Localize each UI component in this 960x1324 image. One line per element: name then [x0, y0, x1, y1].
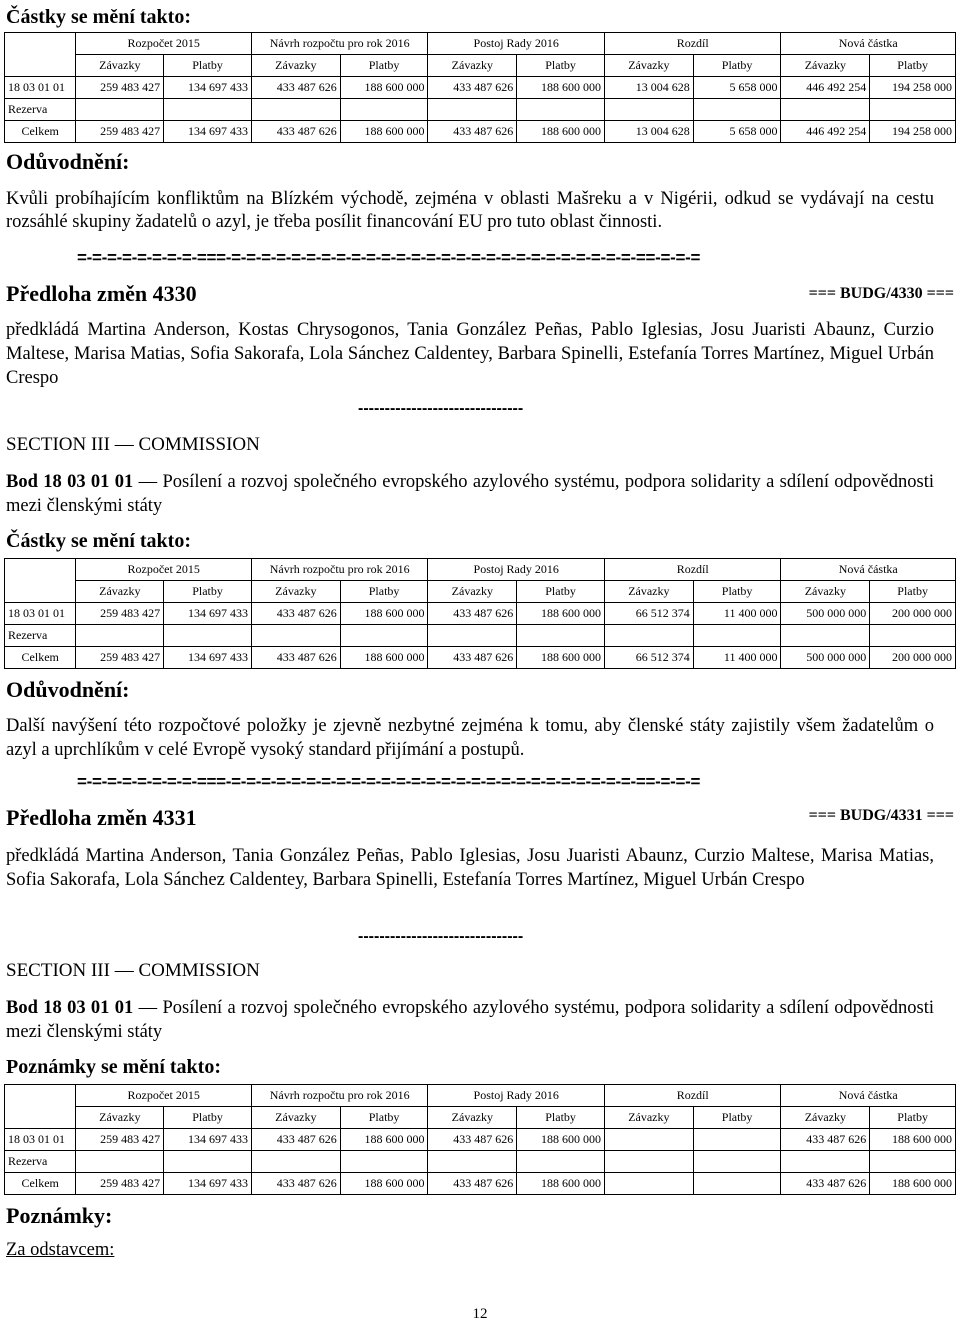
- table-cell: 134 697 433: [164, 1129, 252, 1151]
- column-group-header: Návrh rozpočtu pro rok 2016: [251, 559, 428, 581]
- table-cell: 500 000 000: [781, 647, 870, 669]
- table-cell: 433 487 626: [251, 1173, 340, 1195]
- table-cell: 188 600 000: [517, 603, 605, 625]
- amendment-code: === BUDG/4330 ===: [808, 285, 954, 302]
- table-cell: 446 492 254: [781, 77, 870, 99]
- table-row: [5, 121, 956, 143]
- column-subheader: Platby: [870, 1107, 956, 1129]
- column-group-header: Rozdíl: [604, 33, 781, 55]
- table-cell: [604, 1151, 693, 1173]
- table-cell: 433 487 626: [428, 1129, 517, 1151]
- amendment-title: Předloha změn 4330: [6, 281, 197, 306]
- table-cell: 134 697 433: [164, 603, 252, 625]
- table-cell: [693, 625, 781, 647]
- column-group-header: Rozpočet 2015: [76, 33, 252, 55]
- table-cell: 66 512 374: [604, 647, 693, 669]
- budget-line-number: Bod 18 03 01 01: [6, 472, 134, 492]
- column-group-header: Postoj Rady 2016: [428, 1085, 605, 1107]
- table-cell: 188 600 000: [340, 77, 428, 99]
- table-cell: [428, 99, 517, 121]
- table-subheader-row: [5, 1107, 956, 1129]
- table-cell: 66 512 374: [604, 603, 693, 625]
- column-subheader: Platby: [693, 1107, 781, 1129]
- budget-line-title: [6, 470, 934, 518]
- row-label: Celkem: [5, 1173, 76, 1195]
- header-corner-cell: [5, 33, 76, 77]
- table-cell: [604, 1129, 693, 1151]
- section-label: SECTION III — COMMISSION: [6, 434, 260, 455]
- table-header-row: [5, 33, 956, 55]
- table-cell: 188 600 000: [517, 77, 605, 99]
- table-cell: [870, 99, 956, 121]
- table-cell: [340, 625, 428, 647]
- table-cell: 433 487 626: [781, 1129, 870, 1151]
- table-cell: [604, 1173, 693, 1195]
- table-row: [5, 77, 956, 99]
- table-cell: [428, 1151, 517, 1173]
- separator-line: =-=-=-=-=-=-=-=-===-=-=-=-=-=-=-=-=-=-=-=-=-=-=-=-=-=-=-=-=-=-=-=-=-=-=-=-==-=-=-=: [77, 772, 701, 791]
- budget-line-title: [6, 996, 934, 1044]
- budget-table: [4, 558, 956, 669]
- table-cell: 433 487 626: [428, 121, 517, 143]
- table-cell: [251, 625, 340, 647]
- column-group-header: Nová částka: [781, 33, 956, 55]
- table-cell: 433 487 626: [428, 1173, 517, 1195]
- table-cell: 259 483 427: [76, 1129, 164, 1151]
- table-cell: 200 000 000: [870, 647, 956, 669]
- dash-line: -------------------------------: [358, 400, 524, 417]
- column-subheader: Platby: [340, 55, 428, 77]
- section-label: SECTION III — COMMISSION: [6, 960, 260, 981]
- table-cell: [517, 625, 605, 647]
- column-subheader: Platby: [870, 581, 956, 603]
- table-cell: 433 487 626: [428, 77, 517, 99]
- table-cell: 259 483 427: [76, 121, 164, 143]
- table-cell: 134 697 433: [164, 121, 252, 143]
- row-label: Celkem: [5, 647, 76, 669]
- table-cell: 433 487 626: [428, 647, 517, 669]
- table-cell: 433 487 626: [781, 1173, 870, 1195]
- table-cell: 5 658 000: [693, 77, 781, 99]
- table-row: [5, 1173, 956, 1195]
- table-cell: 188 600 000: [340, 603, 428, 625]
- row-label: Rezerva: [5, 625, 76, 647]
- table-cell: 433 487 626: [428, 603, 517, 625]
- table-cell: [870, 625, 956, 647]
- column-group-header: Návrh rozpočtu pro rok 2016: [251, 33, 428, 55]
- notes-label: Poznámky:: [6, 1203, 113, 1228]
- table-row: [5, 625, 956, 647]
- table-cell: 259 483 427: [76, 603, 164, 625]
- column-subheader: Závazky: [428, 581, 517, 603]
- table-cell: 433 487 626: [251, 121, 340, 143]
- amendment-title: Předloha změn 4331: [6, 805, 197, 830]
- table-heading: Poznámky se mění takto:: [6, 1056, 221, 1078]
- table-cell: 446 492 254: [781, 121, 870, 143]
- table-row: [5, 1151, 956, 1173]
- table-cell: [693, 1151, 781, 1173]
- column-subheader: Závazky: [781, 581, 870, 603]
- column-subheader: Závazky: [781, 1107, 870, 1129]
- table-cell: 188 600 000: [340, 1173, 428, 1195]
- table-cell: [693, 1173, 781, 1195]
- column-subheader: Platby: [340, 581, 428, 603]
- table-cell: 188 600 000: [517, 647, 605, 669]
- table-cell: 188 600 000: [870, 1129, 956, 1151]
- column-group-header: Postoj Rady 2016: [428, 559, 605, 581]
- table-cell: 200 000 000: [870, 603, 956, 625]
- table-cell: 433 487 626: [251, 1129, 340, 1151]
- justification-label: Odůvodnění:: [6, 149, 130, 174]
- table-subheader-row: [5, 55, 956, 77]
- table-cell: 259 483 427: [76, 77, 164, 99]
- column-subheader: Platby: [517, 581, 605, 603]
- header-corner-cell: [5, 1085, 76, 1129]
- table-cell: 5 658 000: [693, 121, 781, 143]
- table-cell: 259 483 427: [76, 1173, 164, 1195]
- table-header-row: [5, 1085, 956, 1107]
- column-subheader: Platby: [693, 581, 781, 603]
- column-group-header: Návrh rozpočtu pro rok 2016: [251, 1085, 428, 1107]
- table-cell: 194 258 000: [870, 77, 956, 99]
- table-cell: [428, 625, 517, 647]
- table-cell: [76, 625, 164, 647]
- column-group-header: Rozdíl: [604, 559, 781, 581]
- justification-text: Další navýšení této rozpočtové položky je zjevně nezbytné zejména k tomu, aby členské státy zajistily všem žadatelům o azyl a uprchlíkům v celé Evropě vysoký standard přijímání a postupů.: [6, 716, 934, 760]
- table-heading: Částky se mění takto:: [6, 6, 191, 28]
- separator-line: =-=-=-=-=-=-=-=-===-=-=-=-=-=-=-=-=-=-=-=-=-=-=-=-=-=-=-=-=-=-=-=-=-=-=-=-==-=-=-=: [77, 248, 701, 267]
- table-cell: [340, 1151, 428, 1173]
- column-subheader: Závazky: [604, 581, 693, 603]
- column-subheader: Platby: [164, 55, 252, 77]
- row-label: 18 03 01 01: [5, 1129, 76, 1151]
- table-cell: 433 487 626: [251, 77, 340, 99]
- row-label: 18 03 01 01: [5, 603, 76, 625]
- column-group-header: Nová částka: [781, 559, 956, 581]
- table-cell: 188 600 000: [870, 1173, 956, 1195]
- column-subheader: Platby: [517, 55, 605, 77]
- budget-table: [4, 32, 956, 143]
- table-cell: [781, 1151, 870, 1173]
- column-subheader: Platby: [870, 55, 956, 77]
- table-cell: 500 000 000: [781, 603, 870, 625]
- column-subheader: Platby: [517, 1107, 605, 1129]
- row-label: Rezerva: [5, 99, 76, 121]
- column-subheader: Závazky: [428, 1107, 517, 1129]
- row-label: Rezerva: [5, 1151, 76, 1173]
- table-cell: [76, 1151, 164, 1173]
- table-cell: [251, 1151, 340, 1173]
- table-heading: Částky se mění takto:: [6, 530, 191, 552]
- column-subheader: Závazky: [76, 581, 164, 603]
- table-row: [5, 647, 956, 669]
- table-cell: 11 400 000: [693, 603, 781, 625]
- column-subheader: Platby: [164, 1107, 252, 1129]
- budget-line-description: — Posílení a rozvoj společného evropského azylového systému, podpora solidarity a sdílení odpovědnosti mezi členskými státy: [6, 472, 935, 516]
- table-cell: 433 487 626: [251, 603, 340, 625]
- table-cell: [517, 99, 605, 121]
- column-group-header: Rozdíl: [604, 1085, 781, 1107]
- column-subheader: Závazky: [604, 55, 693, 77]
- table-row: [5, 1129, 956, 1151]
- table-cell: [517, 1151, 605, 1173]
- table-cell: [164, 1151, 252, 1173]
- table-cell: [76, 99, 164, 121]
- column-subheader: Závazky: [251, 55, 340, 77]
- table-cell: [781, 625, 870, 647]
- amendment-code: === BUDG/4331 ===: [808, 807, 954, 824]
- column-subheader: Závazky: [781, 55, 870, 77]
- amendment-authors: předkládá Martina Anderson, Kostas Chrysogonos, Tania González Peñas, Pablo Iglesias, Josu Juaristi Abaunz, Curzio Maltese, Marisa Matias, Sofia Sakorafa, Lola Sánchez Caldentey, Barbara Spinelli, Estefanía Torres Martínez, Miguel Urbán Crespo: [6, 320, 934, 388]
- table-cell: 188 600 000: [517, 1173, 605, 1195]
- table-cell: [164, 99, 252, 121]
- table-cell: 134 697 433: [164, 647, 252, 669]
- column-subheader: Závazky: [251, 581, 340, 603]
- table-cell: [164, 625, 252, 647]
- column-group-header: Nová částka: [781, 1085, 956, 1107]
- page-number: 12: [472, 1306, 488, 1322]
- column-subheader: Závazky: [604, 1107, 693, 1129]
- table-cell: 188 600 000: [517, 121, 605, 143]
- table-cell: [251, 99, 340, 121]
- column-subheader: Platby: [164, 581, 252, 603]
- after-paragraph-label: Za odstavcem:: [6, 1240, 115, 1260]
- dash-line: -------------------------------: [358, 928, 524, 945]
- amendment-authors: předkládá Martina Anderson, Tania González Peñas, Pablo Iglesias, Josu Juaristi Abaunz, Curzio Maltese, Marisa Matias, Sofia Sakorafa, Lola Sánchez Caldentey, Barbara Spinelli, Estefanía Torres Martínez, Miguel Urbán Crespo: [6, 846, 934, 890]
- table-cell: 188 600 000: [340, 121, 428, 143]
- table-subheader-row: [5, 581, 956, 603]
- justification-text: Kvůli probíhajícím konfliktům na Blízkém východě, zejména v oblasti Mašreku a v Nigérii, odkud se vydávají na cestu rozsáhlé skupiny žadatelů o azyl, je třeba posílit financování EU pro tuto oblast činnosti.: [6, 189, 934, 232]
- row-label: Celkem: [5, 121, 76, 143]
- table-cell: 188 600 000: [340, 647, 428, 669]
- column-subheader: Závazky: [76, 55, 164, 77]
- table-cell: 188 600 000: [517, 1129, 605, 1151]
- column-subheader: Platby: [340, 1107, 428, 1129]
- budget-line-number: Bod 18 03 01 01: [6, 998, 134, 1018]
- table-cell: [870, 1151, 956, 1173]
- table-cell: 134 697 433: [164, 1173, 252, 1195]
- table-cell: 433 487 626: [251, 647, 340, 669]
- column-group-header: Rozpočet 2015: [76, 1085, 252, 1107]
- table-cell: 11 400 000: [693, 647, 781, 669]
- budget-line-description: — Posílení a rozvoj společného evropského azylového systému, podpora solidarity a sdílení odpovědnosti mezi členskými státy: [6, 998, 935, 1042]
- table-header-row: [5, 559, 956, 581]
- table-cell: 13 004 628: [604, 77, 693, 99]
- column-subheader: Platby: [693, 55, 781, 77]
- row-label: 18 03 01 01: [5, 77, 76, 99]
- column-group-header: Rozpočet 2015: [76, 559, 252, 581]
- table-row: [5, 99, 956, 121]
- table-row: [5, 603, 956, 625]
- column-group-header: Postoj Rady 2016: [428, 33, 605, 55]
- table-cell: [693, 99, 781, 121]
- table-cell: 134 697 433: [164, 77, 252, 99]
- table-cell: 188 600 000: [340, 1129, 428, 1151]
- table-cell: [604, 625, 693, 647]
- table-cell: 194 258 000: [870, 121, 956, 143]
- table-cell: [340, 99, 428, 121]
- column-subheader: Závazky: [76, 1107, 164, 1129]
- table-cell: 13 004 628: [604, 121, 693, 143]
- justification-label: Odůvodnění:: [6, 677, 130, 702]
- table-cell: 259 483 427: [76, 647, 164, 669]
- table-cell: [781, 99, 870, 121]
- header-corner-cell: [5, 559, 76, 603]
- column-subheader: Závazky: [428, 55, 517, 77]
- table-cell: [693, 1129, 781, 1151]
- budget-table: [4, 1084, 956, 1195]
- table-cell: [604, 99, 693, 121]
- column-subheader: Závazky: [251, 1107, 340, 1129]
